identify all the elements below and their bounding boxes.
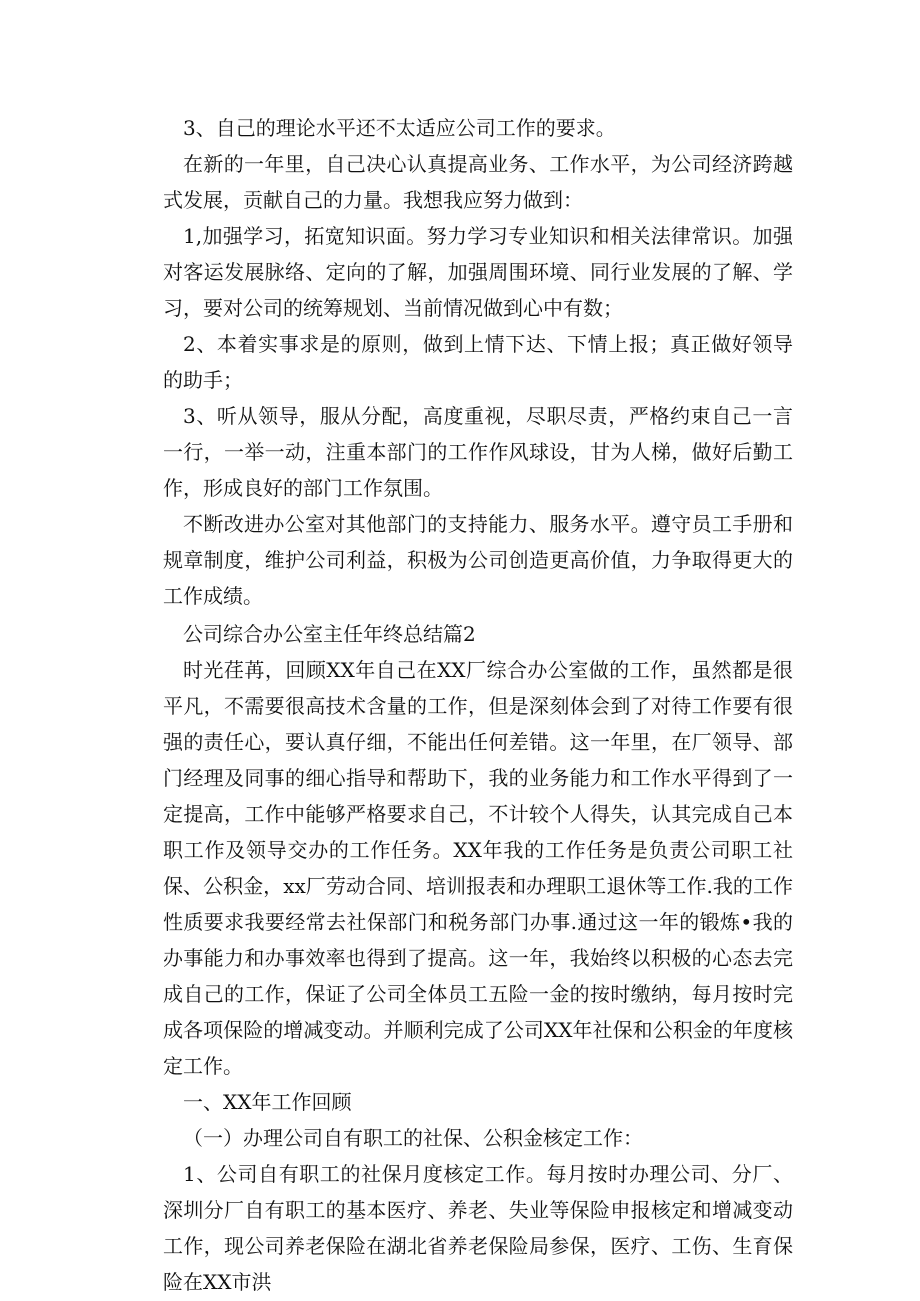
paragraph-new-year-resolution: 在新的一年里，自己决心认真提高业务、工作水平，为公司经济跨越式发展，贡献自己的力量。我想我应努力做到： <box>163 152 793 212</box>
paragraph-year-review: 时光荏苒，回顾XX年自己在XX厂综合办公室做的工作，虽然都是很平凡，不需要很高技术含量的工作，但是深刻体会到了对待工作要有很强的责任心，要认真仔细，不能出任何差错。这一年里，在厂领导、部门经理及同事的细心指导和帮助下，我的业务能力和工作水平得到了一定提高，工作中能够严格要求自己，不计较个人得失，认其完成自己本职工作及领导交办的工作任务。XX年我的工作任务是负责公司职工社保、公积金，xx厂劳动合同、培训报表和办理职工退休等工作.我的工作性质要求我要经常去社保部门和税务部门办事.通过这一年的锻炼•我的办事能力和办事效率也得到了提高。这一年，我始终以积极的心态去完成自己的工作，保证了公司全体员工五险一金的按时缴纳，每月按时完成各项保险的增减变动。并顺利完成了公司XX年社保和公积金的年度核定工作。 <box>163 658 793 1078</box>
paragraph-item-2-principle: 2、本着实事求是的原则，做到上情下达、下情上报；真正做好领导的助手； <box>163 332 793 392</box>
paragraph-item-1-study: 1,加强学习，拓宽知识面。努力学习专业知识和相关法律常识。加强对客运发展脉络、定向的了解，加强周围环境、同行业发展的了解、学习，要对公司的统筹规划、当前情况做到心中有数； <box>163 224 793 320</box>
paragraph-monthly-verification: 1、公司自有职工的社保月度核定工作。每月按时办理公司、分厂、深圳分厂自有职工的基本医疗、养老、失业等保险申报核定和增减变动工作，现公司养老保险在湖北省养老保险局参保，医疗、工伤、生育保险在XX市洪 <box>163 1162 793 1294</box>
heading-work-review: 一、XX年工作回顾 <box>183 1090 352 1114</box>
section-title-part-2: 公司综合办公室主任年终总结篇2 <box>183 622 476 646</box>
document-body <box>163 110 793 1300</box>
paragraph-theory-level: 3、自己的理论水平还不太适应公司工作的要求。 <box>183 116 616 140</box>
subheading-social-insurance: （一）办理公司自有职工的社保、公积金核定工作： <box>183 1126 643 1150</box>
paragraph-improve-office: 不断改进办公室对其他部门的支持能力、服务水平。遵守员工手册和规章制度，维护公司利益，积极为公司创造更高价值，力争取得更大的工作成绩。 <box>163 512 793 608</box>
paragraph-item-3-obey: 3、听从领导，服从分配，高度重视，尽职尽责，严格约束自己一言一行，一举一动，注重本部门的工作作风球设，甘为人梯，做好后勤工作，形成良好的部门工作氛围。 <box>163 404 793 500</box>
